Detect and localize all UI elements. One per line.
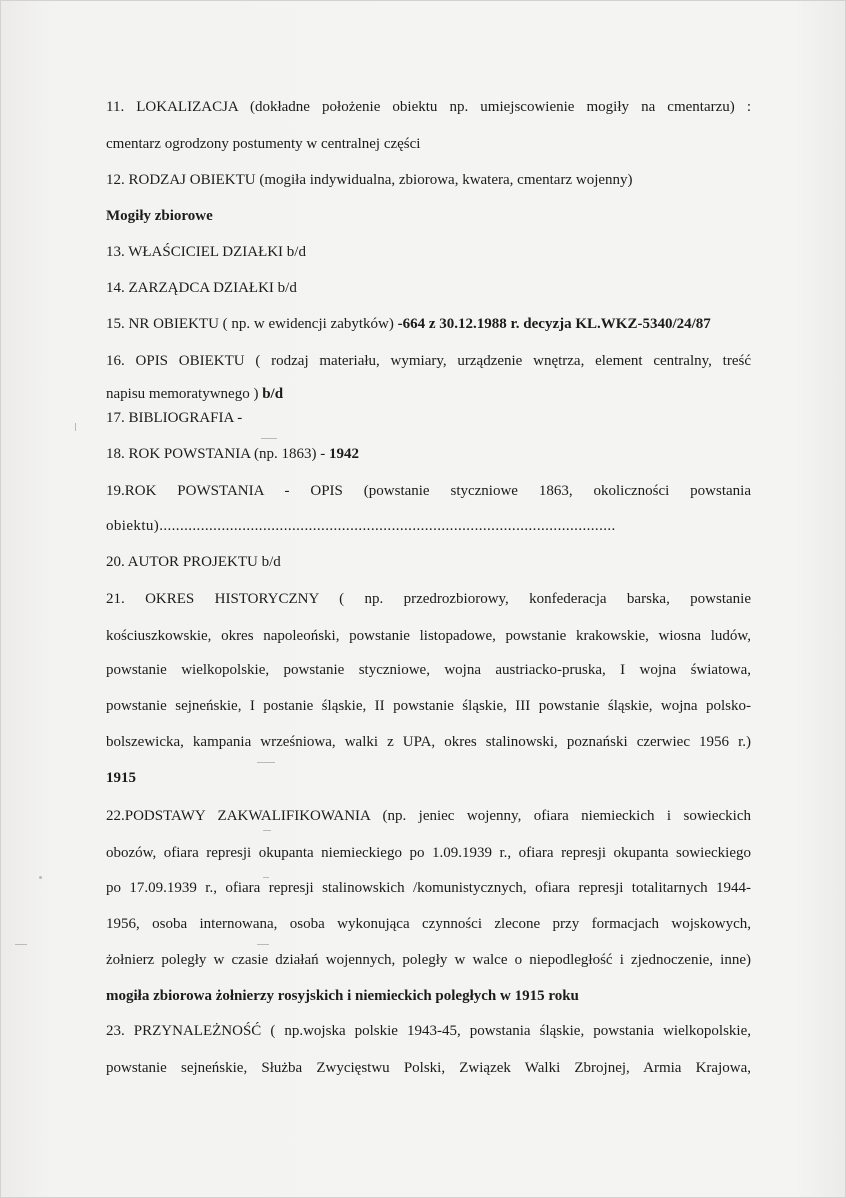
field-11-lokalizacja: 11. LOKALIZACJA (dokładne położenie obiektu np. umiejscowienie mogiły na cmentarzu) : xyxy=(106,99,751,115)
field-22-line-5: żołnierz poległy w czasie działań wojennych, poległy w walce o niepodległość i zjednoczenie, inne) xyxy=(106,952,751,968)
field-15-value: -664 z 30.12.1988 r. decyzja KL.WKZ-5340/24/87 xyxy=(397,316,711,332)
field-23-przynaleznosc: 23. PRZYNALEŻNOŚĆ ( np.wojska polskie 1943-45, powstania śląskie, powstania wielkopolskie, xyxy=(106,1023,751,1039)
scan-mark xyxy=(261,438,277,439)
scan-mark xyxy=(257,762,275,763)
field-21-line-5: bolszewicka, kampania wrześniowa, walki z UPA, okres stalinowski, poznański czerwiec 1956 r.) xyxy=(106,734,751,750)
field-16-value: b/d xyxy=(262,386,284,402)
field-21-okres-historyczny: 21. OKRES HISTORYCZNY ( np. przedrozbiorowy, konfederacja barska, powstanie xyxy=(106,591,751,607)
field-18-rok-powstania xyxy=(106,445,751,463)
scan-mark xyxy=(263,877,269,878)
scan-mark xyxy=(257,944,269,945)
field-13-wlasciciel: 13. WŁAŚCICIEL DZIAŁKI b/d xyxy=(106,244,306,260)
field-12-rodzaj-obiektu: 12. RODZAJ OBIEKTU (mogiła indywidualna, zbiorowa, kwatera, cmentarz wojenny) xyxy=(106,172,633,188)
field-12-value: Mogiły zbiorowe xyxy=(106,208,213,224)
scan-mark xyxy=(39,876,42,879)
field-23-line-2: powstanie sejneńskie, Służba Zwycięstwu Polski, Związek Walki Zbrojnej, Armia Krajowa, xyxy=(106,1060,751,1076)
field-16-opis-obiektu: 16. OPIS OBIEKTU ( rodzaj materiału, wymiary, urządzenie wnętrza, element centralny, treść xyxy=(106,353,751,369)
field-22-podstawy: 22.PODSTAWY ZAKWALIFIKOWANIA (np. jeniec wojenny, ofiara niemieckich i sowieckich xyxy=(106,808,751,824)
field-22-line-3: po 17.09.1939 r., ofiara represji stalinowskich /komunistycznych, ofiara represji totalitarnych 1944- xyxy=(106,880,751,896)
field-17-bibliografia: 17. BIBLIOGRAFIA - xyxy=(106,410,243,426)
scan-mark xyxy=(75,423,76,431)
field-15-nr-obiektu xyxy=(106,315,751,333)
field-15-label: 15. NR OBIEKTU ( np. w ewidencji zabytków) xyxy=(106,316,398,332)
field-21-line-2: kościuszkowskie, okres napoleoński, powstanie listopadowe, powstanie krakowskie, wiosna ludów, xyxy=(106,628,751,644)
field-19-value-dots: obiektu).............................................................................................................. xyxy=(106,518,616,534)
field-20-autor-projektu: 20. AUTOR PROJEKTU b/d xyxy=(106,554,281,570)
field-18-label: 18. ROK POWSTANIA (np. 1863) - xyxy=(106,446,329,462)
scan-mark xyxy=(15,944,27,945)
field-22-line-2: obozów, ofiara represji okupanta niemieckiego po 1.09.1939 r., ofiara represji okupanta sowieckiego xyxy=(106,845,751,861)
field-21-line-3: powstanie wielkopolskie, powstanie styczniowe, wojna austriacko-pruska, I wojna światowa, xyxy=(106,662,751,678)
field-19-rok-powstania-opis: 19.ROK POWSTANIA - OPIS (powstanie styczniowe 1863, okoliczności powstania xyxy=(106,483,751,499)
field-22-value: mogiła zbiorowa żołnierzy rosyjskich i niemieckich poległych w 1915 roku xyxy=(106,988,579,1004)
scan-mark xyxy=(263,830,271,831)
field-16-continuation xyxy=(106,385,751,403)
field-21-value: 1915 xyxy=(106,770,136,786)
field-18-value: 1942 xyxy=(328,446,359,462)
field-21-line-4: powstanie sejneńskie, I postanie śląskie, II powstanie śląskie, III powstanie śląskie, wojna polsko- xyxy=(106,698,751,714)
field-16-label-end: napisu memoratywnego ) xyxy=(106,386,263,402)
field-11-value: cmentarz ogrodzony postumenty w centralnej części xyxy=(106,136,421,152)
field-22-line-4: 1956, osoba internowana, osoba wykonująca czynności zlecone przy formacjach wojskowych, xyxy=(106,916,751,932)
field-14-zarzadca: 14. ZARZĄDCA DZIAŁKI b/d xyxy=(106,280,297,296)
